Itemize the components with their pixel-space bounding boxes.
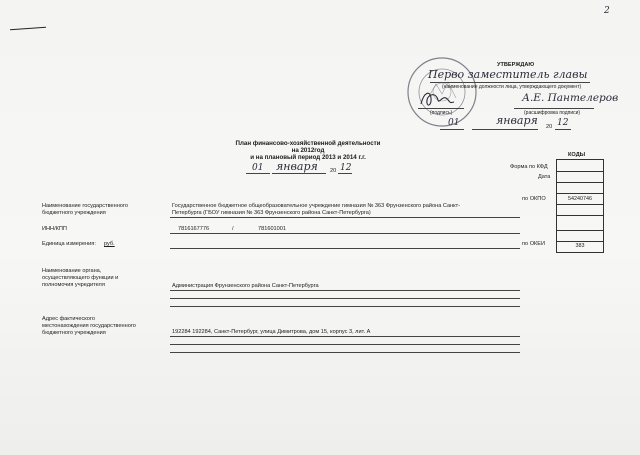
institution-name-line2: Петербурга (ГБОУ гимназия № 363 Фрунзенского района Санкт-Петербурга) bbox=[172, 210, 371, 216]
approver-position-handwritten: Перво заместитель главы bbox=[428, 68, 588, 81]
plan-date-year-prefix: 20 bbox=[330, 168, 337, 174]
okei-code-value: 383 bbox=[575, 243, 585, 249]
institution-label-1: Наименование государственного bbox=[42, 203, 128, 209]
plan-title-line3: и на плановый период 2013 и 2014 г.г. bbox=[250, 154, 366, 161]
address-label-1: Адрес фактического bbox=[42, 316, 95, 322]
codes-header: КОДЫ bbox=[568, 152, 586, 158]
unit-value: руб. bbox=[104, 241, 115, 247]
approval-heading: УТВЕРЖДАЮ bbox=[497, 62, 535, 68]
unit-label: Единица измерения: bbox=[42, 241, 96, 247]
pen-mark bbox=[10, 27, 46, 31]
plan-date-year: 12 bbox=[340, 163, 352, 173]
institution-label-2: бюджетного учреждения bbox=[42, 210, 106, 216]
approval-date-year: 12 bbox=[557, 118, 569, 128]
organ-value: Администрация Фрунзенского района Санкт-Петербурга bbox=[172, 283, 319, 289]
organ-label-2: осуществляющего функции и bbox=[42, 275, 119, 281]
plan-date-month: января bbox=[276, 160, 318, 173]
okpo-label: по ОКПО bbox=[522, 196, 546, 202]
plan-title-line2: на 2012год bbox=[291, 147, 325, 154]
approver-name-caption: (расшифровка подписи) bbox=[524, 110, 581, 116]
okei-label: по ОКЕИ bbox=[522, 241, 546, 247]
approval-date-day: 01 bbox=[448, 118, 460, 128]
institution-name-line1: Государственное бюджетное общеобразовательное учреждение гимназия № 363 Фрунзенского района Санкт- bbox=[172, 203, 461, 209]
okpo-code-value: 54240746 bbox=[568, 196, 592, 202]
approver-name-handwritten: А.Е. Пантелеров bbox=[522, 92, 619, 104]
address-value: 192284 192284, Санкт-Петербург, улица Димитрова, дом 15, корпус 3, лит. А bbox=[172, 329, 371, 335]
codes-table bbox=[556, 159, 604, 253]
approval-date-month: января bbox=[496, 114, 538, 127]
approver-position-caption: (наименование должности лица, утверждающего документ) bbox=[442, 84, 582, 90]
approval-date-year-prefix: 20 bbox=[546, 124, 553, 130]
inn-value: 7816167776 bbox=[178, 226, 210, 232]
kpp-value: 781601001 bbox=[258, 226, 286, 232]
address-label-3: бюджетного учреждения bbox=[42, 330, 106, 336]
organ-label-3: полномочия учредителя bbox=[42, 282, 105, 288]
corner-page-mark: 2 bbox=[604, 6, 610, 16]
signature-icon bbox=[418, 88, 458, 110]
date-code-label: Дата bbox=[538, 174, 551, 180]
signature-caption: (подпись) bbox=[430, 110, 453, 116]
inn-kpp-label: ИНН/КПП bbox=[42, 226, 67, 232]
inn-kpp-separator: / bbox=[232, 226, 234, 232]
form-kfd-label: Форма по КФД bbox=[510, 164, 548, 170]
plan-title-line1: План финансово-хозяйственной деятельности bbox=[235, 140, 381, 147]
plan-date-day: 01 bbox=[252, 163, 264, 173]
organ-label-1: Наименование органа, bbox=[42, 268, 102, 274]
address-label-2: местонахождения государственного bbox=[42, 323, 136, 329]
